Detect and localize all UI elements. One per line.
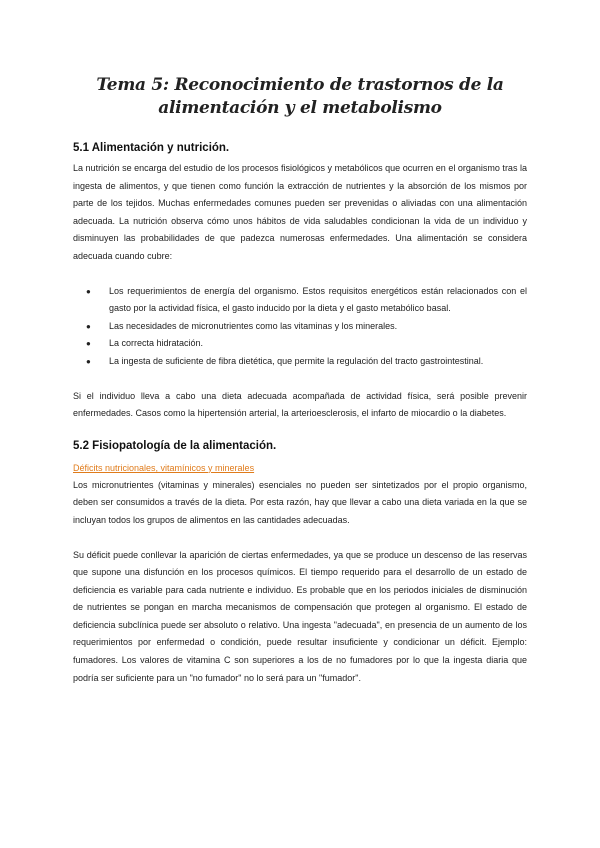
document-page: [73, 74, 527, 687]
section-2-heading: 5.2 Fisiopatología de la alimentación.: [73, 439, 277, 452]
section-1-heading: 5.1 Alimentación y nutrición.: [73, 142, 230, 154]
list-item: [73, 353, 527, 371]
list-item-text: Los requerimientos de energía del organismo. Estos requisitos energéticos están relacionados con el gasto por la actividad física, el gasto inducido por la dieta y el gasto metabólico basal.: [109, 285, 527, 314]
list-item: [73, 318, 527, 336]
bullet-icon: ●: [86, 339, 91, 349]
section-1-closing: Si el individuo lleva a cabo una dieta adecuada acompañada de actividad física, será posible prevenir enfermedades. Casos como la hipertensión arterial, la arterioesclerosis, el infarto de miocardio o la diabetes.: [73, 390, 527, 419]
list-item: [73, 283, 527, 318]
section-2-subheading: Déficits nutricionales, vitamínicos y minerales: [73, 462, 255, 473]
section-fisiopatologia: [73, 439, 527, 688]
spacer: [73, 371, 527, 388]
list-item-text: Las necesidades de micronutrientes como las vitaminas y los minerales.: [109, 320, 398, 331]
spacer: [73, 266, 527, 283]
section-alimentacion-nutricion: [73, 141, 527, 423]
section-2-paragraph-2: Su déficit puede conllevar la aparición de ciertas enfermedades, ya que se produce un descenso de las reservas que supone una disfunción en los procesos químicos. El tiempo requerido para el desarrollo de un estado de deficiencia es variable para cada nutriente e individuo. Es probable que en los periodos iniciales de disminución de nutrientes se pongan en marcha mecanismos de compensación que protegen al organismo. El estado de deficiencia subclínica puede ser absoluto o relativo. Una ingesta "adecuada", en presencia de un aumento de los requerimientos por enfermedad o condición, puede resultar insuficiente y condicionar un déficit. Ejemplo: fumadores. Los valores de vitamina C son superiores a los de no fumadores por lo que la ingesta diaria que podría ser suficiente para un "no fumador" no lo será para un "fumador".: [73, 549, 527, 683]
section-2-paragraph-1: Los micronutrientes (vitaminas y minerales) esenciales no pueden ser sintetizados por el propio organismo, deben ser consumidos a través de la dieta. Por esta razón, hay que llevar a cabo una dieta variada en la que se incluyan todos los grupos de alimentos en las cantidades adecuadas.: [73, 479, 527, 525]
spacer: [73, 530, 527, 547]
list-item: [73, 335, 527, 353]
list-item-text: La correcta hidratación.: [109, 338, 204, 349]
section-1-intro: La nutrición se encarga del estudio de los procesos fisiológicos y metabólicos que ocurren en el organismo tras la ingesta de alimentos, y que tienen como función la extracción de nutrientes y la absorción de los mismos por parte de los tejidos. Muchas enfermedades comunes pueden ser prevenidas o aliviadas con una alimentación adecuada. La nutrición observa cómo unos hábitos de vida saludables condicionan la vida de un individuo y disminuyen las probabilidades de que padezca numerosas enfermedades. Una alimentación se considera adecuada cuando cubre:: [73, 163, 527, 261]
document-title: Tema 5: Reconocimiento de trastornos de la alimentación y el metabolismo: [96, 75, 504, 118]
bullet-icon: ●: [86, 321, 91, 331]
list-item-text: La ingesta de suficiente de fibra dietética, que permite la regulación del tracto gastrointestinal.: [109, 355, 484, 366]
bullet-icon: ●: [86, 286, 91, 296]
bullet-icon: ●: [86, 356, 91, 366]
requirements-list: [73, 283, 527, 371]
